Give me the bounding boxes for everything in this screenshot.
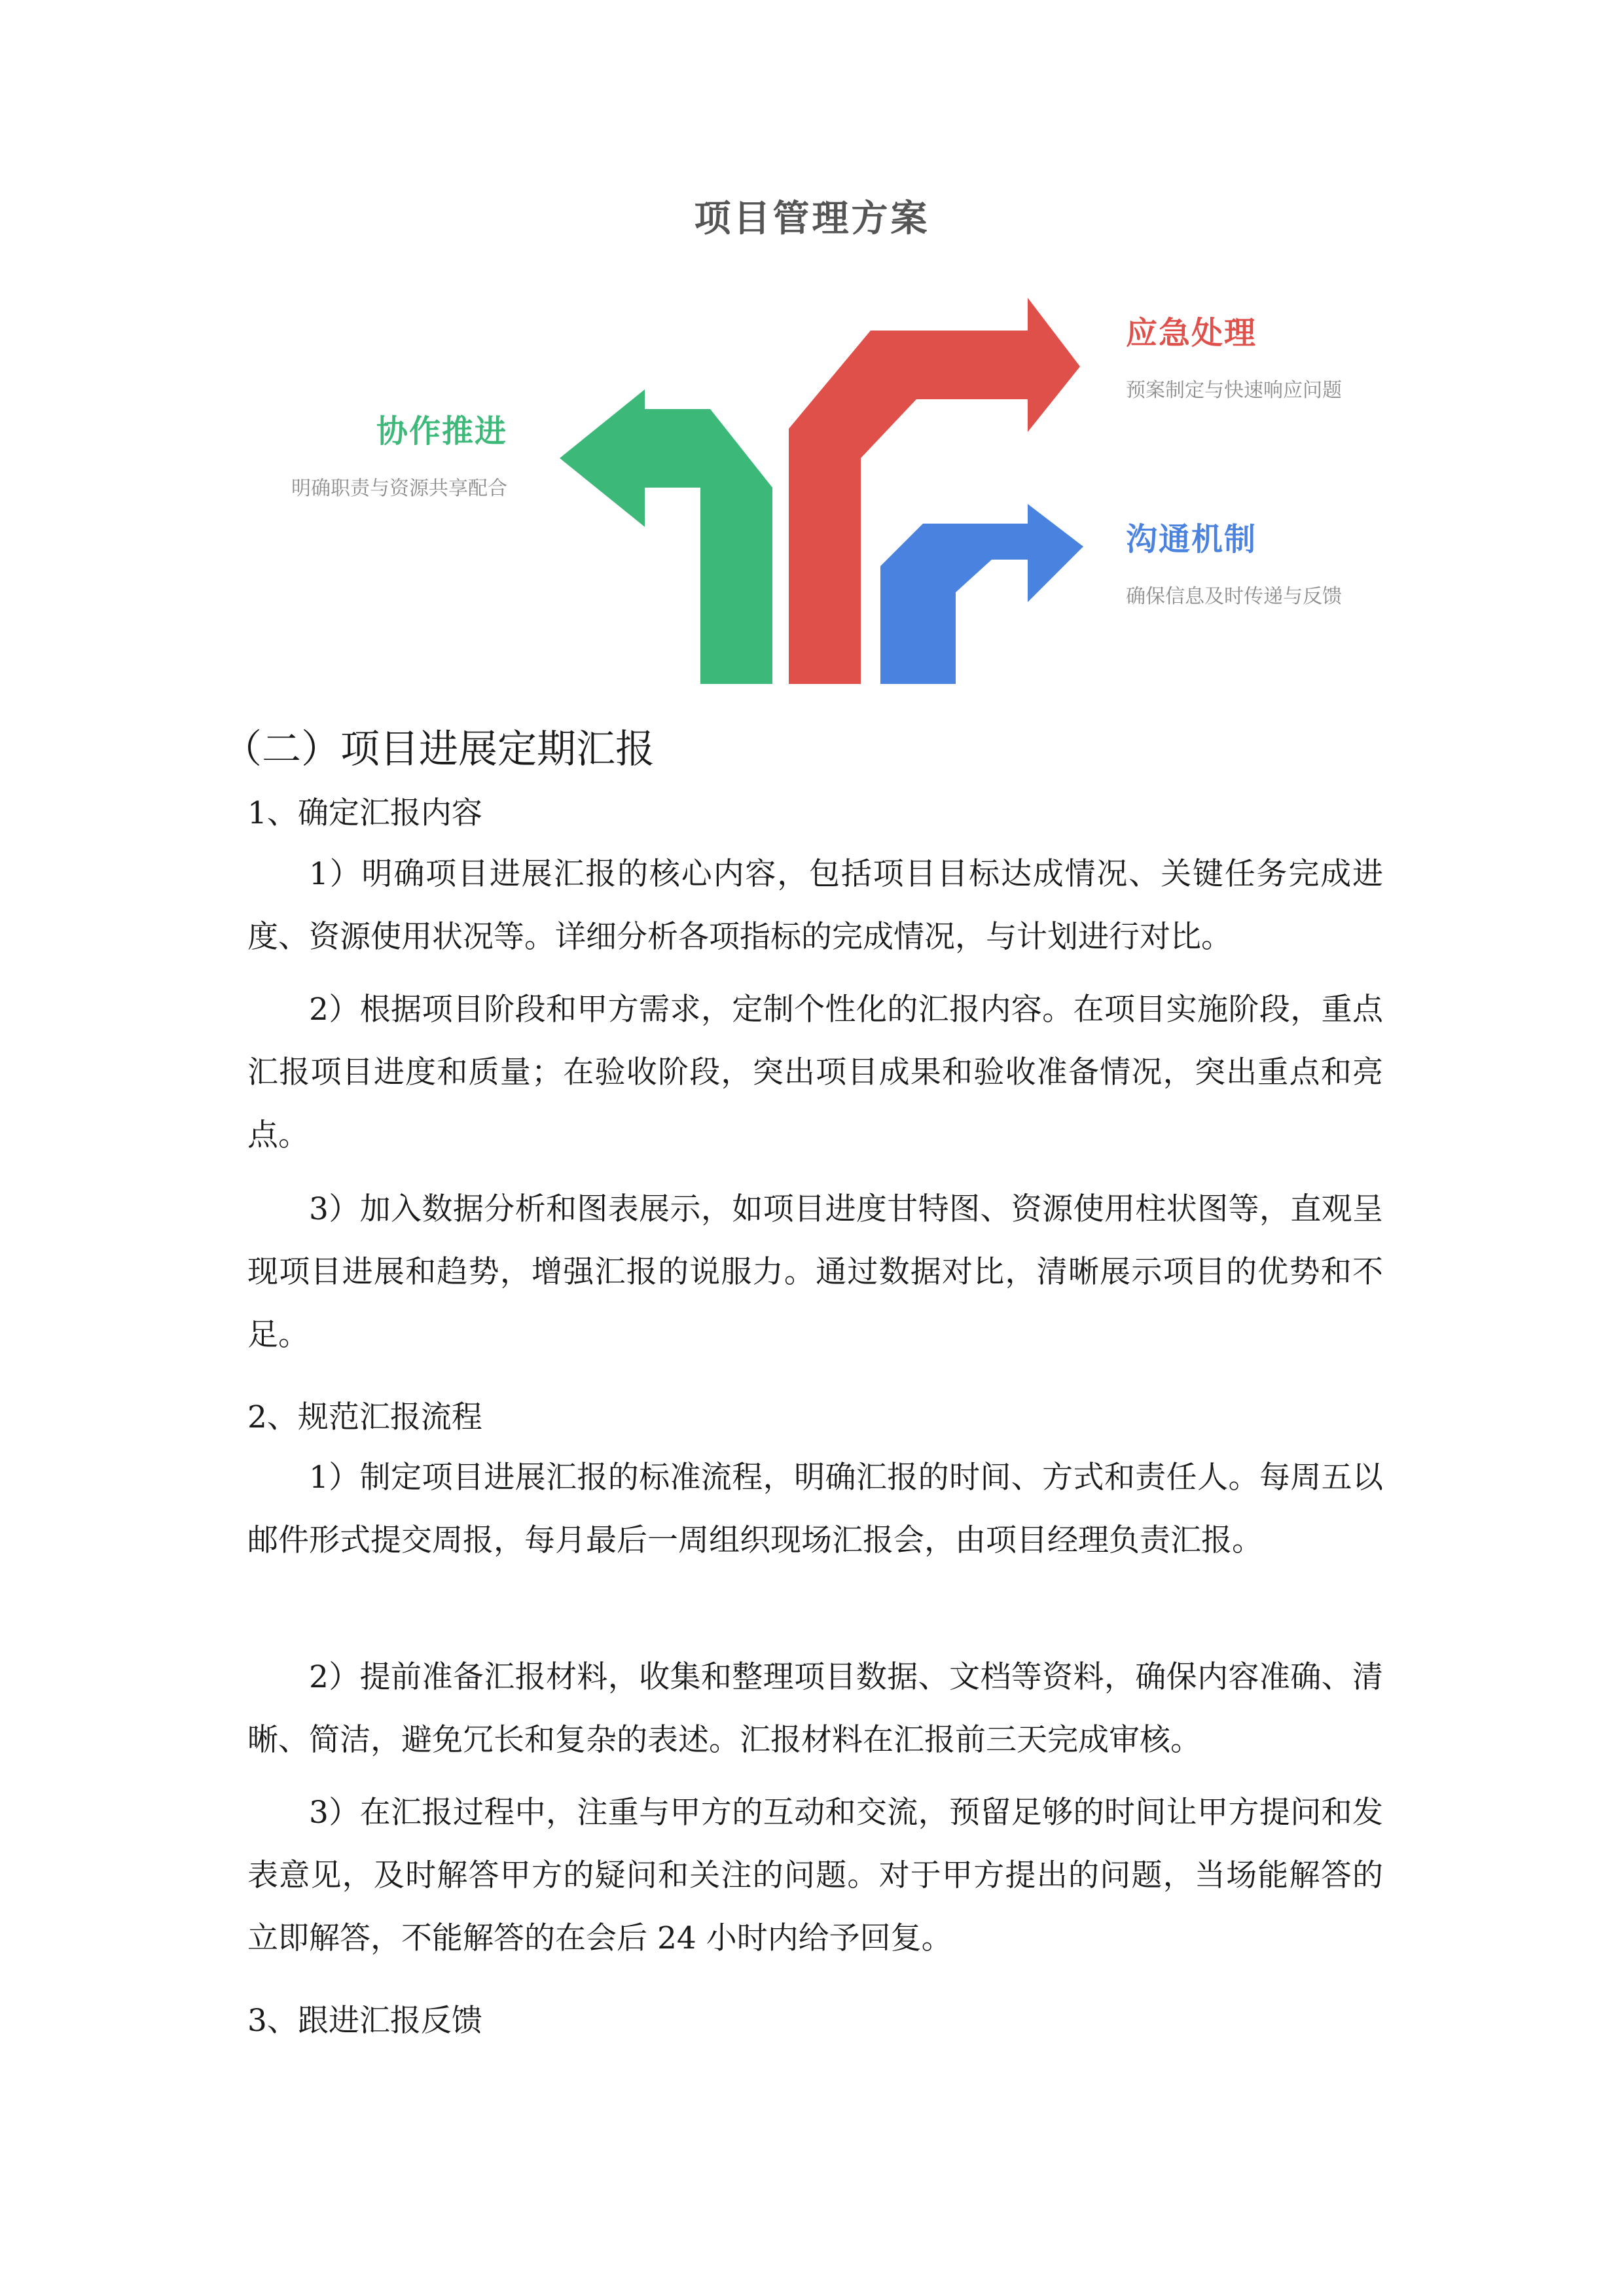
cooperation-desc: 明确职责与资源共享配合 bbox=[291, 477, 507, 500]
s1-paragraph-3: 3）加入数据分析和图表展示，如项目进度甘特图、资源使用柱状图等，直观呈现项目进展和趋势，增强汇报的说服力。通过数据对比，清晰展示项目的优势和不足。 bbox=[247, 1191, 1383, 1353]
cooperation-label bbox=[259, 406, 507, 503]
emergency-title: 应急处理 bbox=[1126, 315, 1257, 351]
diagram-title: 项目管理方案 bbox=[694, 198, 930, 240]
arrows-graphic bbox=[0, 0, 1624, 707]
communication-desc: 确保信息及时传递与反馈 bbox=[1126, 585, 1342, 608]
emergency-label bbox=[1126, 308, 1375, 405]
project-management-diagram bbox=[0, 0, 1624, 707]
communication-title: 沟通机制 bbox=[1126, 521, 1257, 558]
cooperation-title: 协作推进 bbox=[376, 413, 507, 450]
communication-label bbox=[1126, 514, 1375, 611]
s2-paragraph-3: 3）在汇报过程中，注重与甲方的互动和交流，预留足够的时间让甲方提问和发表意见，及时解答甲方的疑问和关注的问题。对于甲方提出的问题，当场能解答的立即解答，不能解答的在会后 24 小时内给予回复。 bbox=[247, 1795, 1383, 1956]
s2-paragraph-2: 2）提前准备汇报材料，收集和整理项目数据、文档等资料，确保内容准确、清晰、简洁，避免冗长和复杂的表述。汇报材料在汇报前三天完成审核。 bbox=[247, 1659, 1383, 1758]
s1-paragraph-2: 2）根据项目阶段和甲方需求，定制个性化的汇报内容。在项目实施阶段，重点汇报项目进度和质量；在验收阶段，突出项目成果和验收准备情况，突出重点和亮点。 bbox=[247, 992, 1383, 1153]
s1-paragraph-1: 1）明确项目进展汇报的核心内容，包括项目目标达成情况、关键任务完成进度、资源使用状况等。详细分析各项指标的完成情况，与计划进行对比。 bbox=[247, 856, 1383, 955]
subsection-2-title: 2、规范汇报流程 bbox=[247, 1399, 482, 1435]
subsection-3-title: 3、跟进汇报反馈 bbox=[247, 2003, 482, 2039]
subsection-1-title: 1、确定汇报内容 bbox=[247, 795, 482, 831]
communication-arrow bbox=[880, 504, 1083, 684]
emergency-desc: 预案制定与快速响应问题 bbox=[1126, 379, 1342, 402]
s2-paragraph-1: 1）制定项目进展汇报的标准流程，明确汇报的时间、方式和责任人。每周五以邮件形式提交周报，每月最后一周组织现场汇报会，由项目经理负责汇报。 bbox=[247, 1460, 1383, 1558]
section-title: （二）项目进展定期汇报 bbox=[223, 726, 655, 772]
cooperation-arrow bbox=[560, 389, 772, 684]
